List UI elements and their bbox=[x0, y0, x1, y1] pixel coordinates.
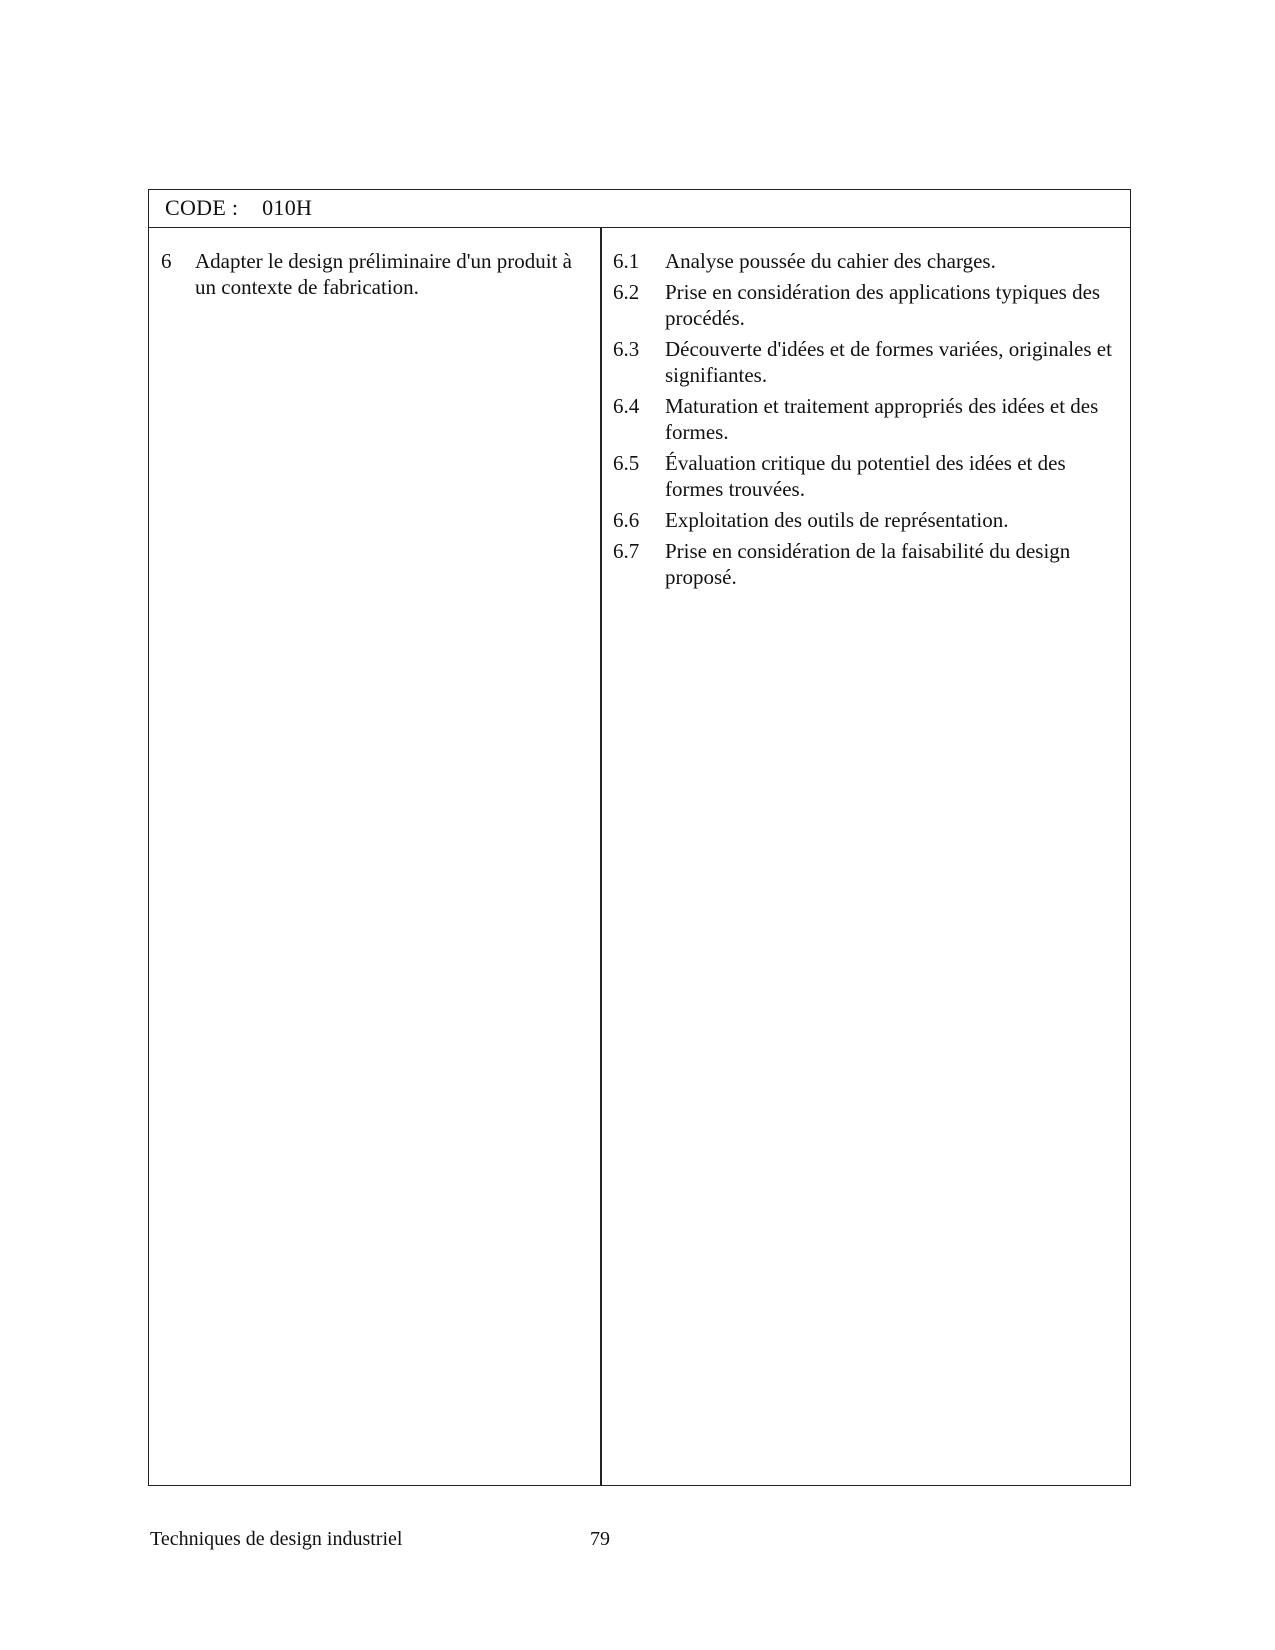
criterion-text: Exploitation des outils de représentation. bbox=[665, 508, 1009, 532]
element-column bbox=[161, 248, 586, 300]
code-label: CODE : bbox=[165, 195, 239, 220]
criterion-item bbox=[613, 279, 1118, 331]
footer-program-title: Techniques de design industriel bbox=[150, 1528, 403, 1550]
criterion-text: Prise en considération de la faisabilité du design proposé. bbox=[665, 539, 1071, 589]
criterion-item bbox=[613, 450, 1118, 502]
code-header bbox=[149, 190, 1130, 228]
criterion-text: Maturation et traitement appropriés des idées et des formes. bbox=[665, 394, 1099, 444]
criterion-text: Prise en considération des applications typiques des procédés. bbox=[665, 280, 1101, 330]
criterion-text: Évaluation critique du potentiel des idées et des formes trouvées. bbox=[665, 451, 1066, 501]
page-number: 79 bbox=[590, 1528, 610, 1550]
criterion-item bbox=[613, 507, 1118, 533]
criterion-number: 6.5 bbox=[613, 451, 640, 475]
criterion-text: Découverte d'idées et de formes variées, originales et signifiantes. bbox=[665, 337, 1112, 387]
criterion-number: 6.2 bbox=[613, 280, 640, 304]
criterion-number: 6.6 bbox=[613, 508, 640, 532]
element-text: Adapter le design préliminaire d'un produit à un contexte de fabrication. bbox=[195, 249, 573, 299]
criterion-number: 6.1 bbox=[613, 249, 640, 273]
criterion-item bbox=[613, 538, 1118, 590]
competency-table bbox=[148, 189, 1131, 1486]
code-value: 010H bbox=[262, 195, 313, 220]
criterion-item bbox=[613, 393, 1118, 445]
criterion-number: 6.7 bbox=[613, 539, 640, 563]
criterion-item bbox=[613, 336, 1118, 388]
column-divider bbox=[600, 228, 602, 1485]
criterion-text: Analyse poussée du cahier des charges. bbox=[665, 249, 996, 273]
criteria-column bbox=[613, 248, 1118, 595]
criterion-number: 6.3 bbox=[613, 337, 640, 361]
criterion-number: 6.4 bbox=[613, 394, 640, 418]
element-number: 6 bbox=[161, 249, 172, 273]
criterion-item bbox=[613, 248, 1118, 274]
